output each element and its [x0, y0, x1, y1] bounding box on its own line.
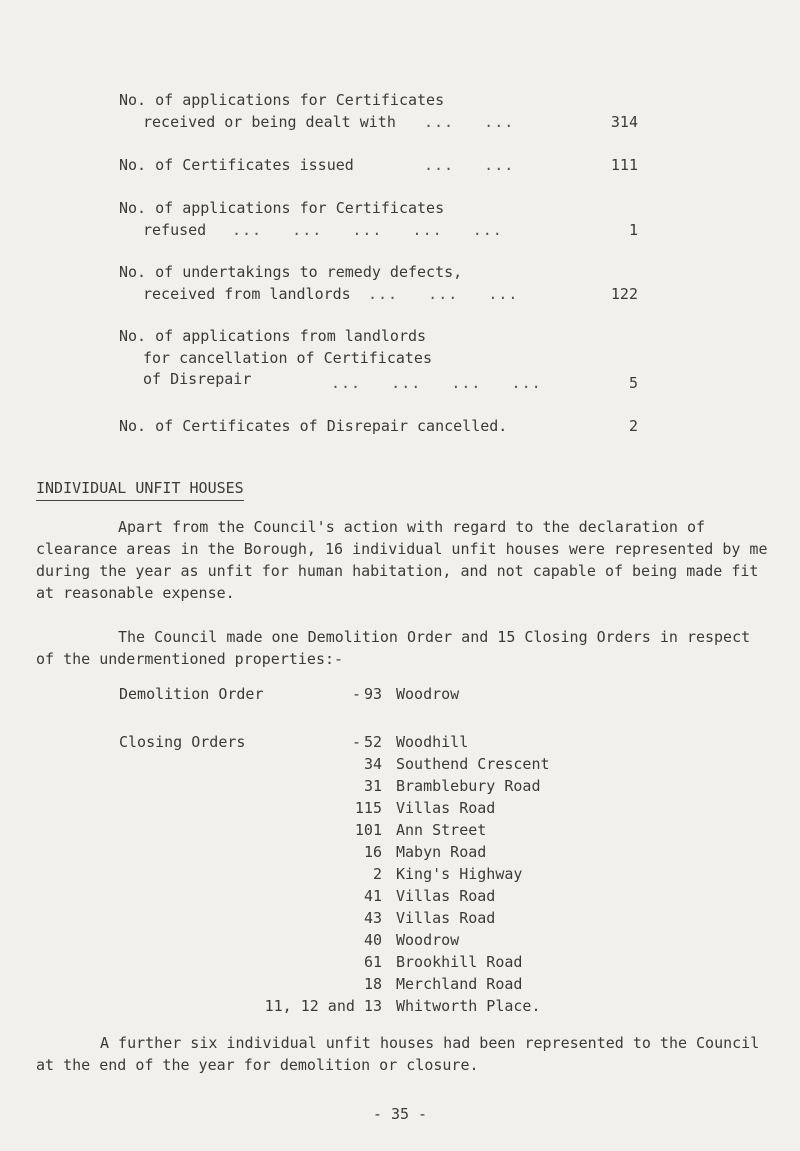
- stat-3-line-0: No. of undertakings to remedy defects,: [119, 263, 463, 281]
- closing-order-name: Woodhill: [396, 733, 469, 751]
- closing-order-name: Whitworth Place.: [396, 997, 541, 1015]
- closing-order-name: King's Highway: [396, 865, 523, 883]
- stat-4-value: 5: [628, 374, 638, 392]
- closing-order-number: 43: [363, 909, 382, 927]
- paragraph-1-text: Apart from the Council's action with regard to the declaration of clearance areas in the Borough, 16 individual unfit houses were represented by me during the year as unfit for human habitation, and not capable of being made fit at reasonable expense.: [36, 518, 768, 602]
- closing-order-number: 2: [372, 865, 382, 883]
- closing-order-number: 18: [363, 975, 382, 993]
- demolition-label: Demolition Order: [119, 685, 264, 703]
- stat-0-line-1: received or being dealt with: [143, 113, 396, 131]
- paragraph-3-text: A further six individual unfit houses had been represented to the Council at the end of the year for demolition or closure.: [36, 1034, 760, 1074]
- closing-order-number: 52: [363, 733, 382, 751]
- stat-0-line-0: No. of applications for Certificates: [119, 91, 445, 109]
- stat-2-value: 1: [628, 221, 638, 239]
- stat-3-line-1: received from landlords: [143, 285, 351, 303]
- closing-dash: -: [352, 733, 362, 751]
- closing-order-name: Bramblebury Road: [396, 777, 541, 795]
- section-heading: INDIVIDUAL UNFIT HOUSES: [36, 478, 244, 501]
- stat-1-value: 111: [610, 156, 638, 174]
- stat-1-line-0: No. of Certificates issued: [119, 156, 354, 174]
- closing-order-number: 115: [354, 799, 382, 817]
- closing-order-name: Merchland Road: [396, 975, 523, 993]
- closing-order-name: Villas Road: [396, 799, 496, 817]
- closing-label: Closing Orders: [119, 733, 246, 751]
- paragraph-3: [36, 1032, 776, 1076]
- demolition-name: Woodrow: [396, 685, 460, 703]
- stat-4-line-0: No. of applications from landlords: [119, 327, 427, 345]
- demolition-number: 93: [363, 685, 382, 703]
- closing-order-name: Villas Road: [396, 887, 496, 905]
- paragraph-2: [36, 626, 776, 670]
- stat-0-value: 314: [610, 113, 638, 131]
- closing-order-name: Villas Road: [396, 909, 496, 927]
- stat-5-value: 2: [628, 417, 638, 435]
- paragraph-1: [36, 516, 776, 604]
- closing-order-number: 31: [363, 777, 382, 795]
- stat-5-line-0: No. of Certificates of Disrepair cancelled.: [119, 417, 508, 435]
- stat-1-dots: ... ...: [424, 156, 515, 174]
- stat-3-value: 122: [610, 285, 638, 303]
- closing-order-number: 11, 12 and 13: [264, 997, 382, 1015]
- closing-order-number: 41: [363, 887, 382, 905]
- paragraph-2-text: The Council made one Demolition Order and 15 Closing Orders in respect of the undermentioned properties:-: [36, 628, 751, 668]
- stat-4-dots: ... ... ... ...: [331, 374, 542, 392]
- closing-order-number: 61: [363, 953, 382, 971]
- closing-order-number: 101: [354, 821, 382, 839]
- closing-order-name: Brookhill Road: [396, 953, 523, 971]
- stat-3-dots: ... ... ...: [368, 285, 519, 303]
- page-number: - 35 -: [372, 1105, 428, 1123]
- closing-order-number: 40: [363, 931, 382, 949]
- stat-2-line-0: No. of applications for Certificates: [119, 199, 445, 217]
- stat-2-line-1: refused: [143, 221, 207, 239]
- closing-order-name: Mabyn Road: [396, 843, 487, 861]
- stat-0-dots: ... ...: [424, 113, 515, 131]
- closing-order-number: 34: [363, 755, 382, 773]
- stat-4-line-2: of Disrepair: [143, 370, 252, 388]
- closing-order-name: Southend Crescent: [396, 755, 550, 773]
- closing-order-number: 16: [363, 843, 382, 861]
- stat-4-line-1: for cancellation of Certificates: [143, 349, 432, 367]
- closing-order-name: Woodrow: [396, 931, 460, 949]
- stat-2-dots: ... ... ... ... ...: [232, 221, 503, 239]
- closing-order-name: Ann Street: [396, 821, 487, 839]
- demolition-dash: -: [352, 685, 362, 703]
